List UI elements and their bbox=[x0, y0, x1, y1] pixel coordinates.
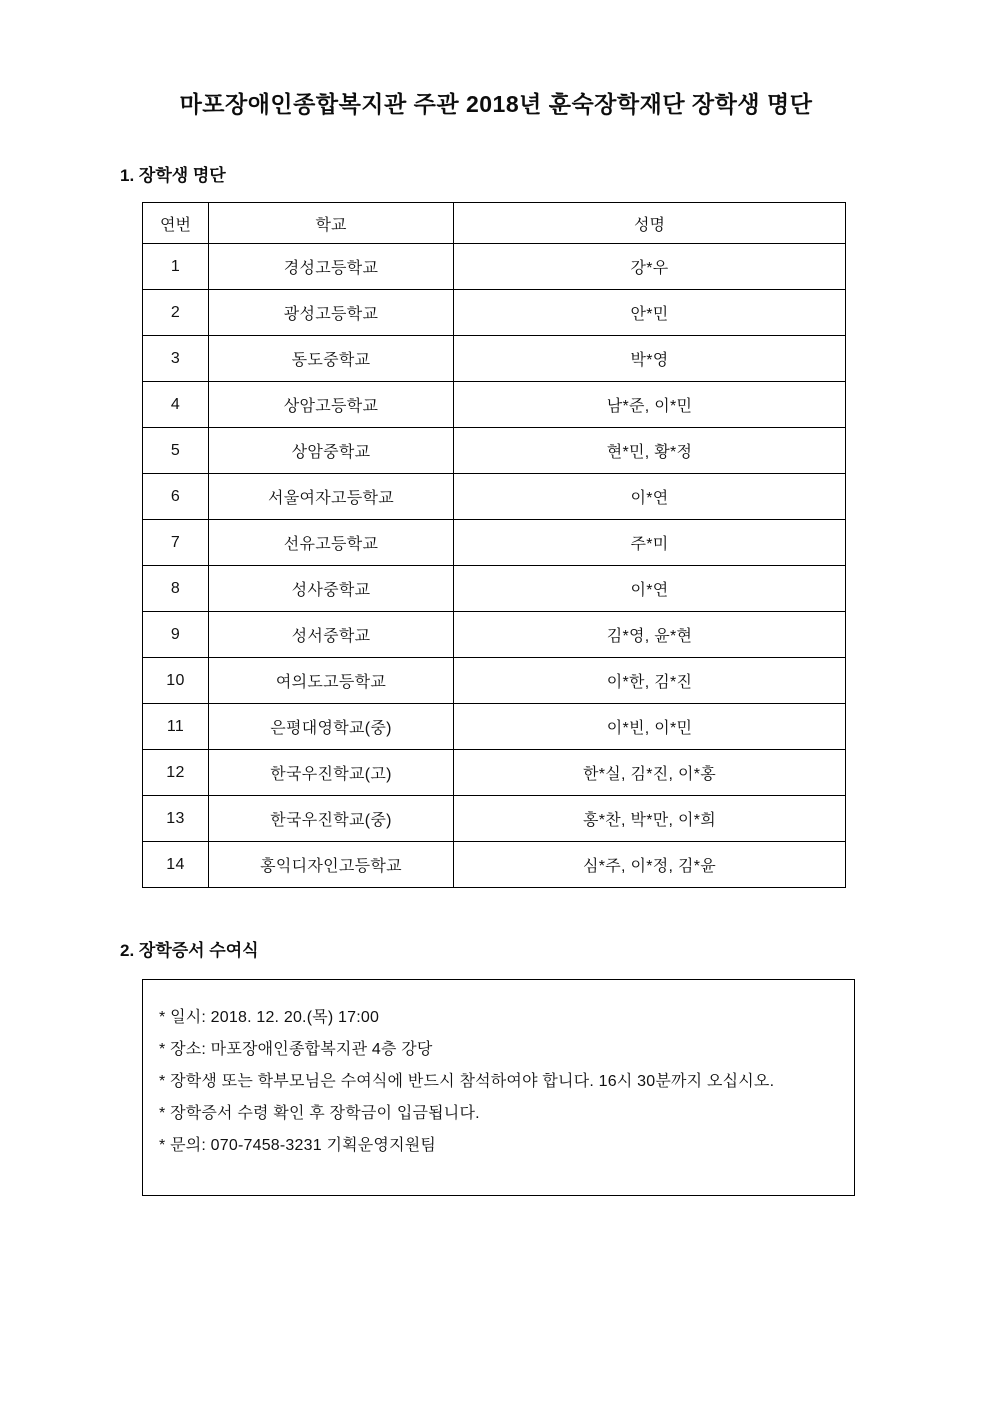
header-cell-school: 학교 bbox=[209, 203, 454, 244]
student-names: 안*민 bbox=[454, 290, 846, 336]
school-name: 한국우진학교(고) bbox=[209, 750, 454, 796]
school-name: 성사중학교 bbox=[209, 566, 454, 612]
student-names: 주*미 bbox=[454, 520, 846, 566]
school-name: 선유고등학교 bbox=[209, 520, 454, 566]
scholarship-table-body bbox=[143, 244, 846, 888]
table-row bbox=[143, 704, 846, 750]
table-row bbox=[143, 244, 846, 290]
school-name: 여의도고등학교 bbox=[209, 658, 454, 704]
school-name: 서울여자고등학교 bbox=[209, 474, 454, 520]
header-cell-name: 성명 bbox=[454, 203, 846, 244]
row-number: 9 bbox=[143, 612, 209, 658]
student-names: 박*영 bbox=[454, 336, 846, 382]
row-number: 6 bbox=[143, 474, 209, 520]
row-number: 8 bbox=[143, 566, 209, 612]
section-1-heading: 1. 장학생 명단 bbox=[120, 166, 226, 185]
student-names: 심*주, 이*정, 김*윤 bbox=[454, 842, 846, 888]
student-names: 이*연 bbox=[454, 566, 846, 612]
table-row bbox=[143, 612, 846, 658]
student-names: 홍*찬, 박*만, 이*희 bbox=[454, 796, 846, 842]
table-row bbox=[143, 520, 846, 566]
table-row bbox=[143, 290, 846, 336]
school-name: 홍익디자인고등학교 bbox=[209, 842, 454, 888]
school-name: 광성고등학교 bbox=[209, 290, 454, 336]
school-name: 경성고등학교 bbox=[209, 244, 454, 290]
ceremony-notice-box bbox=[142, 979, 855, 1196]
notice-line: * 장소: 마포장애인종합복지관 4층 강당 bbox=[159, 1041, 433, 1058]
student-names: 이*연 bbox=[454, 474, 846, 520]
school-name: 한국우진학교(중) bbox=[209, 796, 454, 842]
notice-line: * 일시: 2018. 12. 20.(목) 17:00 bbox=[159, 1009, 380, 1026]
school-name: 상암중학교 bbox=[209, 428, 454, 474]
header-cell-number: 연번 bbox=[143, 203, 209, 244]
school-name: 상암고등학교 bbox=[209, 382, 454, 428]
table-row bbox=[143, 842, 846, 888]
school-name: 은평대영학교(중) bbox=[209, 704, 454, 750]
row-number: 2 bbox=[143, 290, 209, 336]
row-number: 12 bbox=[143, 750, 209, 796]
student-names: 이*빈, 이*민 bbox=[454, 704, 846, 750]
table-row bbox=[143, 566, 846, 612]
notice-line: * 장학생 또는 학부모님은 수여식에 반드시 참석하여야 합니다. 16시 30분까지 오십시오. bbox=[159, 1073, 775, 1090]
student-names: 강*우 bbox=[454, 244, 846, 290]
table-row bbox=[143, 796, 846, 842]
notice-line: * 문의: 070-7458-3231 기획운영지원팀 bbox=[159, 1137, 437, 1154]
table-row bbox=[143, 474, 846, 520]
row-number: 13 bbox=[143, 796, 209, 842]
row-number: 14 bbox=[143, 842, 209, 888]
table-row bbox=[143, 750, 846, 796]
school-name: 성서중학교 bbox=[209, 612, 454, 658]
row-number: 5 bbox=[143, 428, 209, 474]
student-names: 남*준, 이*민 bbox=[454, 382, 846, 428]
page-title: 마포장애인종합복지관 주관 2018년 훈숙장학재단 장학생 명단 bbox=[179, 91, 813, 117]
table-row bbox=[143, 658, 846, 704]
section-2-heading: 2. 장학증서 수여식 bbox=[120, 941, 259, 960]
school-name: 동도중학교 bbox=[209, 336, 454, 382]
table-row bbox=[143, 382, 846, 428]
student-names: 김*영, 윤*현 bbox=[454, 612, 846, 658]
student-names: 현*민, 황*정 bbox=[454, 428, 846, 474]
student-names: 이*한, 김*진 bbox=[454, 658, 846, 704]
row-number: 4 bbox=[143, 382, 209, 428]
table-row bbox=[143, 336, 846, 382]
row-number: 10 bbox=[143, 658, 209, 704]
scholarship-table bbox=[142, 202, 846, 888]
row-number: 1 bbox=[143, 244, 209, 290]
table-header-row bbox=[143, 203, 846, 244]
row-number: 11 bbox=[143, 704, 209, 750]
student-names: 한*실, 김*진, 이*홍 bbox=[454, 750, 846, 796]
row-number: 7 bbox=[143, 520, 209, 566]
row-number: 3 bbox=[143, 336, 209, 382]
notice-line: * 장학증서 수령 확인 후 장학금이 입금됩니다. bbox=[159, 1105, 480, 1122]
table-row bbox=[143, 428, 846, 474]
